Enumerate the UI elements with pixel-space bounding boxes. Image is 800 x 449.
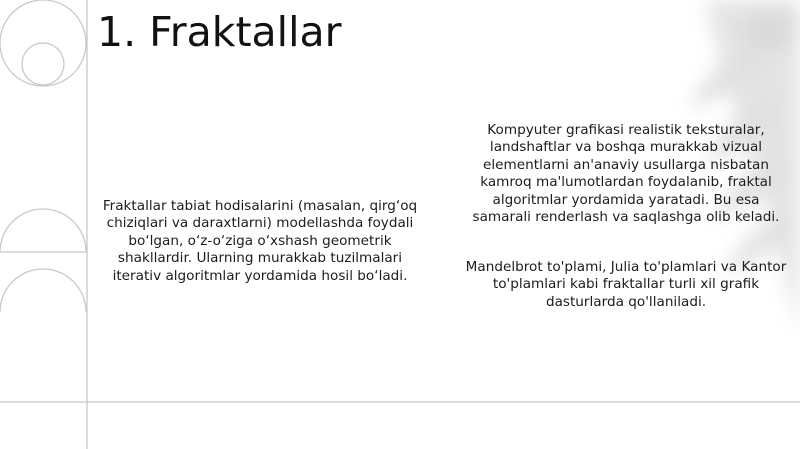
- fractal-sets-text: Mandelbrot to'plami, Julia to'plamlari va Kantor to'plamlari kabi fraktallar turli xil grafik dasturlarda qo'llaniladi.: [465, 259, 787, 310]
- fractals-definition-text: Fraktallar tabiat hodisalarini (masalan, qirg‘oq chiziqlari va daraxtlarni) modellashda foydali bo‘lgan, o‘z-o‘ziga o‘xshash geometrik shakllardir. Ularning murakkab tuzilmalari iterativ algoritmlar yordamida hosil bo‘ladi.: [102, 198, 418, 284]
- slide-title: 1. Fraktallar: [97, 8, 342, 56]
- computer-graphics-text: Kompyuter grafikasi realistik teksturalar, landshaftlar va boshqa murakkab vizual elementlarni an'anaviy usullarga nisbatan kamroq ma'lumotlardan foydalanib, fraktal algoritmlar yordamida yaratadi. Bu esa samarali renderlash va saqlashga olib keladi.: [472, 122, 780, 226]
